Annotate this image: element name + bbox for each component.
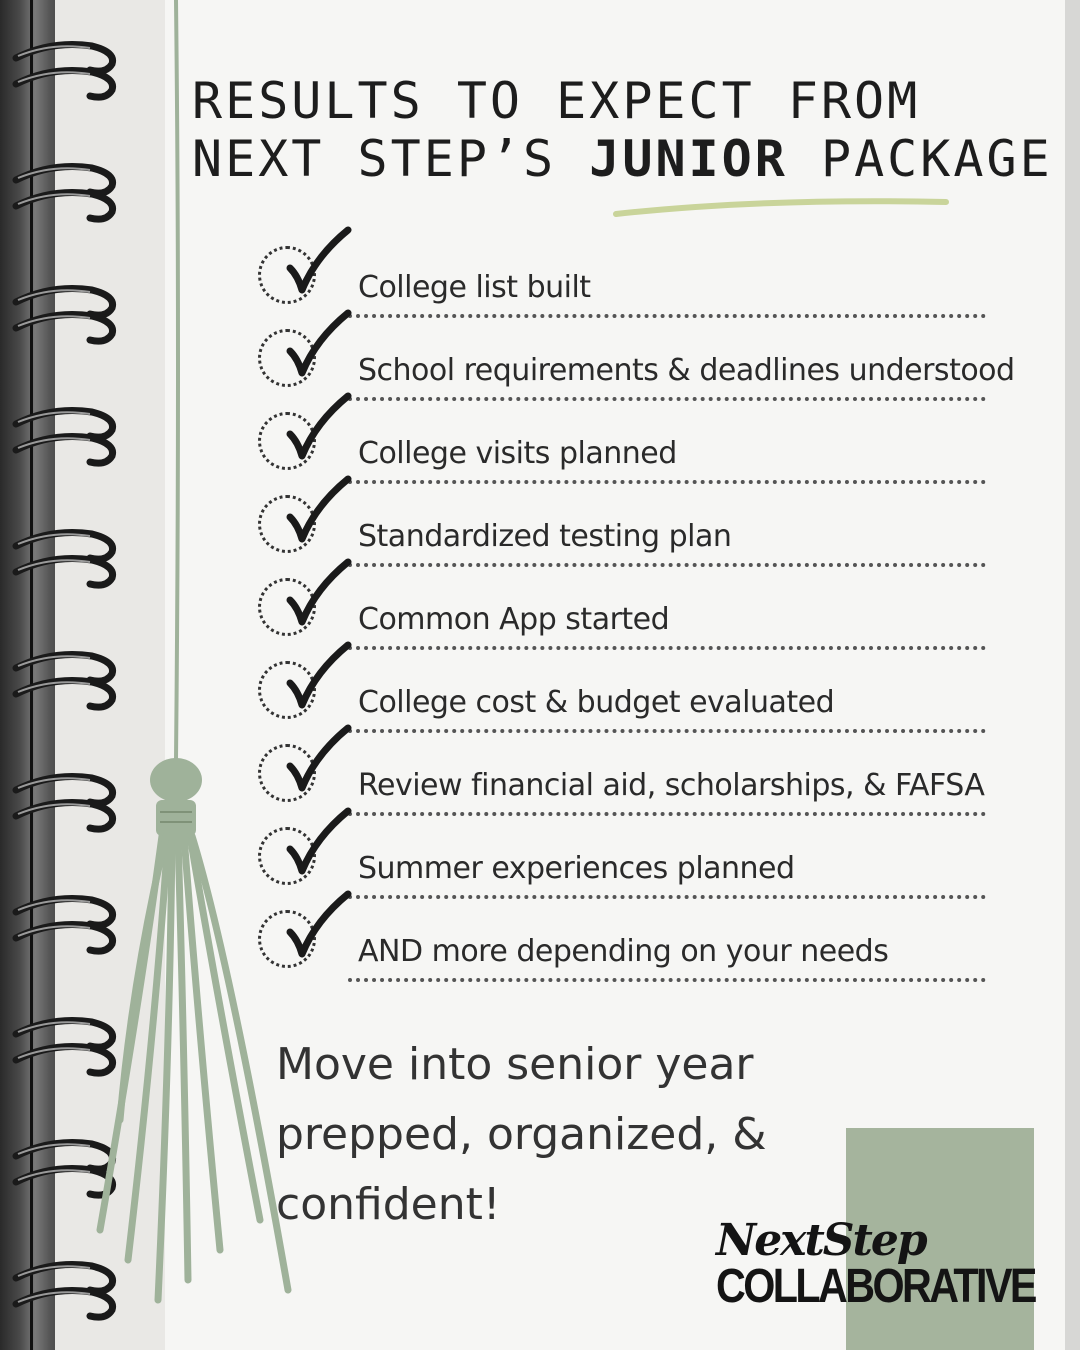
checklist-item xyxy=(250,234,1010,317)
title-line-2-prefix: NEXT STEP’S xyxy=(192,130,590,188)
closing-line-3: confident! xyxy=(276,1179,501,1230)
dotted-writing-line xyxy=(348,978,986,982)
page-title xyxy=(192,72,1052,188)
closing-message xyxy=(276,1030,836,1240)
title-line-2 xyxy=(192,130,1052,188)
checkmark-icon xyxy=(268,392,354,472)
logo-line-1: NextStep xyxy=(716,1215,926,1266)
checklist-item xyxy=(250,898,1010,981)
title-line-1: RESULTS TO EXPECT FROM xyxy=(192,72,921,130)
checklist-item-label: Summer experiences planned xyxy=(358,851,795,886)
closing-line-2: prepped, organized, & xyxy=(276,1109,767,1160)
checklist-item-label: College visits planned xyxy=(358,436,677,471)
checkmark-icon xyxy=(268,724,354,804)
checkmark-icon xyxy=(268,309,354,389)
checklist-item xyxy=(250,400,1010,483)
logo-line-2: COLLABORATIVE xyxy=(716,1260,1035,1313)
checklist-item-label: College cost & budget evaluated xyxy=(358,685,835,720)
checkmark-icon xyxy=(268,475,354,555)
checkmark-icon xyxy=(268,807,354,887)
checkmark-icon xyxy=(268,641,354,721)
checklist-item xyxy=(250,317,1015,400)
checklist-item-label: School requirements & deadlines understood xyxy=(358,353,1015,388)
checklist-item-label: Common App started xyxy=(358,602,670,637)
title-line-2-suffix: PACKAGE xyxy=(787,130,1053,188)
checklist-item xyxy=(250,649,1010,732)
title-emphasis: JUNIOR xyxy=(589,130,788,188)
results-checklist xyxy=(250,234,1015,981)
checklist-item xyxy=(250,566,1010,649)
brand-logo xyxy=(716,1215,1036,1313)
highlight-underline xyxy=(612,196,952,220)
checklist-item-label: Standardized testing plan xyxy=(358,519,732,554)
checklist-item xyxy=(250,483,1010,566)
checklist-item-label: AND more depending on your needs xyxy=(358,934,889,969)
checklist-item-label: College list built xyxy=(358,270,591,305)
checklist-item xyxy=(250,815,1010,898)
checklist-item xyxy=(250,732,1010,815)
checkmark-icon xyxy=(268,226,354,306)
closing-line-1: Move into senior year xyxy=(276,1039,754,1090)
checkmark-icon xyxy=(268,890,354,970)
checkmark-icon xyxy=(268,558,354,638)
checklist-item-label: Review financial aid, scholarships, & FAFSA xyxy=(358,768,985,803)
